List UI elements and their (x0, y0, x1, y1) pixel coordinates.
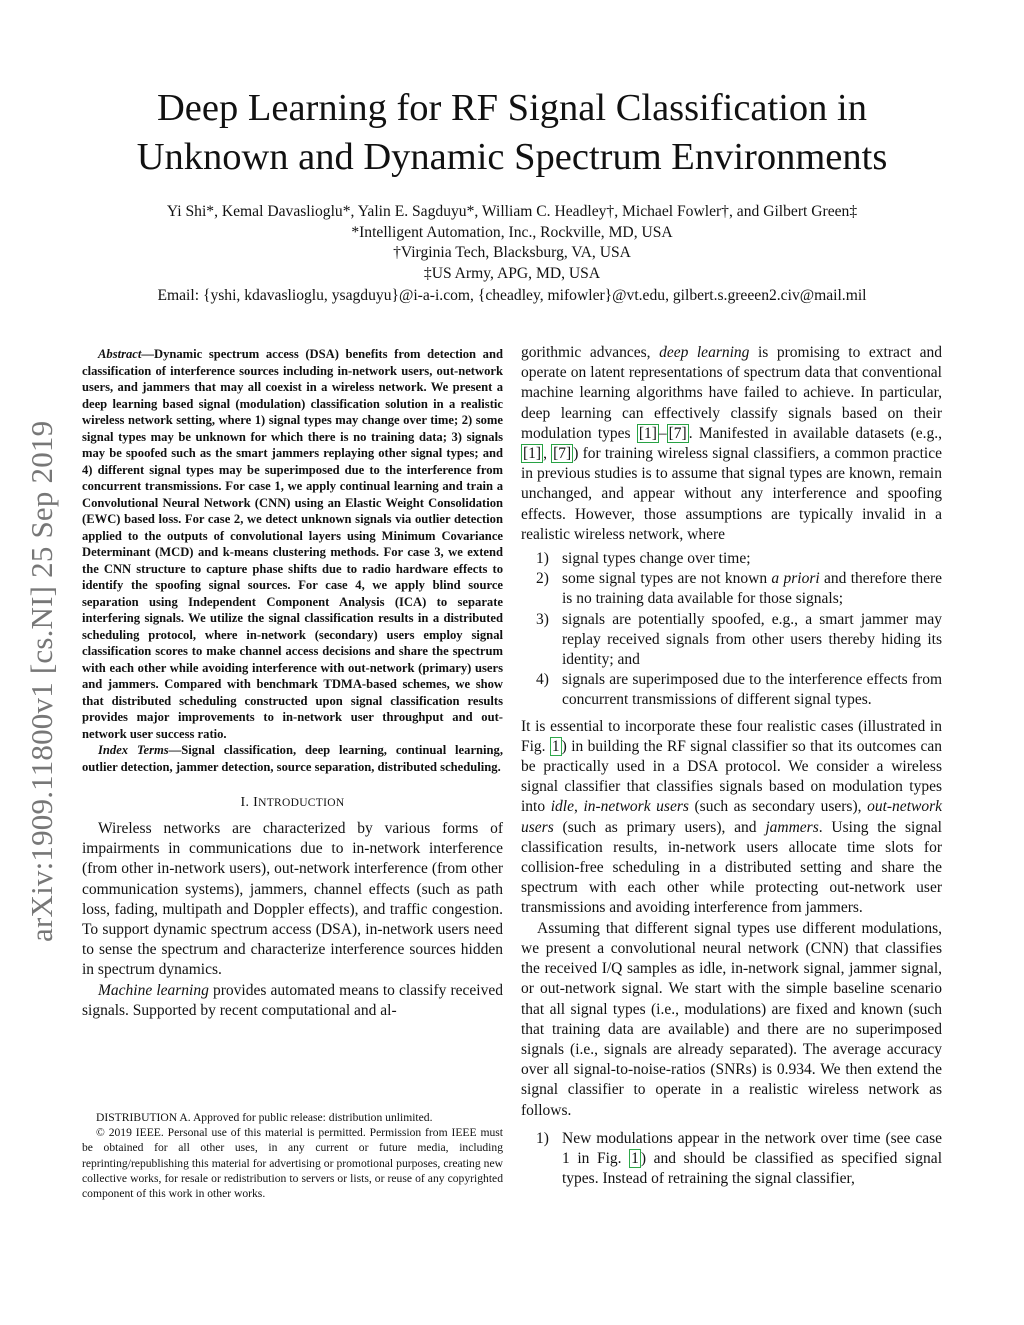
index-terms-label: Index Terms (98, 743, 169, 757)
section-heading-introduction: I. INTRODUCTION (240, 795, 345, 810)
left-column (82, 346, 503, 1021)
citation-link[interactable]: [1] (638, 424, 657, 442)
abstract-text: —Dynamic spectrum access (DSA) benefits from detection and classification of interference sources including in-network users, out-network users, and jammers that may all coexist in a wireless network. We present a deep learning based signal (modulation) classification solution in a realistic wireless network setting, where 1) signal types may change over time; 2) some signal types may be unknown for which there is no training data; 3) signals may be spoofed such as the smart jammers replaying other signal types; and 4) different signal types may be superimposed due to the interference from concurrent transmissions. For case 1, we apply continual learning and train a Convolutional Neural Network (CNN) using an Elastic Weight Consolidation (EWC) based loss. For case 2, we detect unknown signals via outlier detection applied to the outputs of convolutional layers using Minimum Covariance Determinant (MCD) and k-means clustering methods. For case 3, we extend the CNN structure to capture phase shifts due to radio hardware effects to identify the spoofing signal sources. For case 4, we apply blind source separation using Independent Component Analysis (ICA) to separate interfering signals. We utilize the signal classification results in a distributed scheduling protocol, where in-network (secondary) users employ signal classification scores to make channel access decisions and share the spectrum with each other while avoiding interference with out-network (primary) users and jammers. Compared with benchmark TDMA-based schemes, we show that distributed scheduling constructed upon signal classification results provides major improvements to in-network user throughput and out-network user success ratio. (82, 347, 503, 741)
author-email: Email: {yshi, kdavaslioglu, ysagduyu}@i-a-i.com, {cheadley, mifowler}@vt.edu, gilbert.s.greeen2.civ@mail.mil (157, 287, 867, 304)
title-line-2: Unknown and Dynamic Spectrum Environments (136, 136, 888, 178)
title-line-1: Deep Learning for RF Signal Classification in (157, 87, 867, 129)
index-terms-text: —Signal classification, deep learning, continual learning, outlier detection, jammer detection, source separation, distributed scheduling. (82, 743, 503, 774)
right-paragraph-3: Assuming that different signal types use different modulations, we present a convolutional neural network (CNN) that classifies the received I/Q samples as idle, in-network signal, jammer signal, or out-network signal. We start with the simple baseline scenario that all signal types (i.e., modulations) are fixed and known (such that training data are available) and there are no superimposed signals (i.e., signals are already separated). The average accuracy over all signal-to-noise-ratios (SNRs) is 0.934. We then extend the signal classifier to operate in a realistic wireless network as follows. (521, 919, 942, 1119)
intro-paragraph-1: Wireless networks are characterized by various forms of impairments in communications due to in-network interference (from other in-network users), out-network interference (from other communication systems), jammers, channel effects (such as path loss, fading, multipath and Doppler effects), and traffic congestion. To support dynamic spectrum access (DSA), in-network users need to sense the spectrum and characterize interference sources hidden in spectrum dynamics. (82, 820, 503, 979)
list-item: 4) signals are superimposed due to the interference effects from concurrent transmissions of different signal types. (536, 671, 942, 709)
cases-list (521, 549, 942, 711)
citation-link[interactable]: [7] (668, 424, 687, 442)
affiliation-2: †Virginia Tech, Blacksburg, VA, USA (393, 244, 631, 261)
figure-link[interactable]: 1 (551, 737, 560, 755)
footnote-copyright: © 2019 IEEE. Personal use of this material is permitted. Permission from IEEE must be obtained for all other uses, in any current or future media, including reprinting/republishing this material for advertising or promotional purposes, creating new collective works, for resale or redistribution to servers or lists, or reuse of any copyrighted component of this work in other works. (82, 1126, 503, 1201)
footnote-distribution: DISTRIBUTION A. Approved for public release: distribution unlimited. (96, 1111, 433, 1124)
intro-paragraph-2: Machine learning provides automated means to classify received signals. Supported by recent computational and al- (82, 981, 503, 1019)
list-item: 1) signal types change over time; (536, 550, 751, 568)
abstract-label: Abstract (98, 347, 142, 361)
abstract (82, 346, 503, 742)
affiliation-1: *Intelligent Automation, Inc., Rockville, MD, USA (351, 223, 673, 241)
right-column (521, 343, 942, 1195)
citation-link[interactable]: [1] (523, 445, 542, 463)
paper-title (0, 84, 1024, 182)
list-item: 1) New modulations appear in the network over time (see case 1 in Fig. 1 ) and should be classified as specified signal types. Instead of retraining the signal classifier, (536, 1129, 942, 1188)
arxiv-stamp: arXiv:1909.11800v1 [cs.NI] 25 Sep 2019 (24, 420, 59, 942)
figure-link[interactable]: 1 (631, 1149, 639, 1167)
list-item: 2) some signal types are not known a priori and therefore there is no training data available for those signals; (536, 570, 942, 608)
footnote (82, 1110, 503, 1201)
index-terms (82, 742, 503, 775)
author-names: Yi Shi*, Kemal Davaslioglu*, Yalin E. Sagduyu*, William C. Headley†, Michael Fowler†, and Gilbert Green‡ (166, 203, 858, 220)
citation-link[interactable]: [7] (553, 445, 572, 463)
affiliation-3: ‡US Army, APG, MD, USA (423, 264, 601, 282)
right-paragraph-1: gorithmic advances, deep learning is promising to extract and operate on latent representations of spectrum data that conventional machine learning algorithms have failed to achieve. In particular, deep learning can effectively classify signals based on their modulation types [1] – [7] . Manifested in available datasets (e.g., [1] , [7] ) for training wireless signal classifiers, a common practice in previous studies is to assume that signal types are known, remain unchanged, and appear without any interference and spoofing effects. However, those assumptions are typically invalid in a realistic wireless network, where (521, 344, 942, 543)
extension-list (521, 1129, 942, 1190)
list-item: 3) signals are potentially spoofed, e.g., a smart jammer may replay received signals from other users thereby hiding its identity; and (536, 610, 942, 669)
right-paragraph-2: It is essential to incorporate these four realistic cases (illustrated in Fig. 1 ) in building the RF signal classifier so that its outcomes can be practically used in a DSA protocol. We consider a wireless signal classifier that classifies signals based on modulation types into idle, in-network users (such as secondary users), out-network users (such as primary users), and jammers. Using the signal classification results, in-network users allocate time slots for collision-free scheduling in a distributed setting and share the spectrum with each other while protecting out-network user transmissions and avoiding interference from jammers. (521, 717, 942, 917)
author-block (0, 202, 1024, 307)
